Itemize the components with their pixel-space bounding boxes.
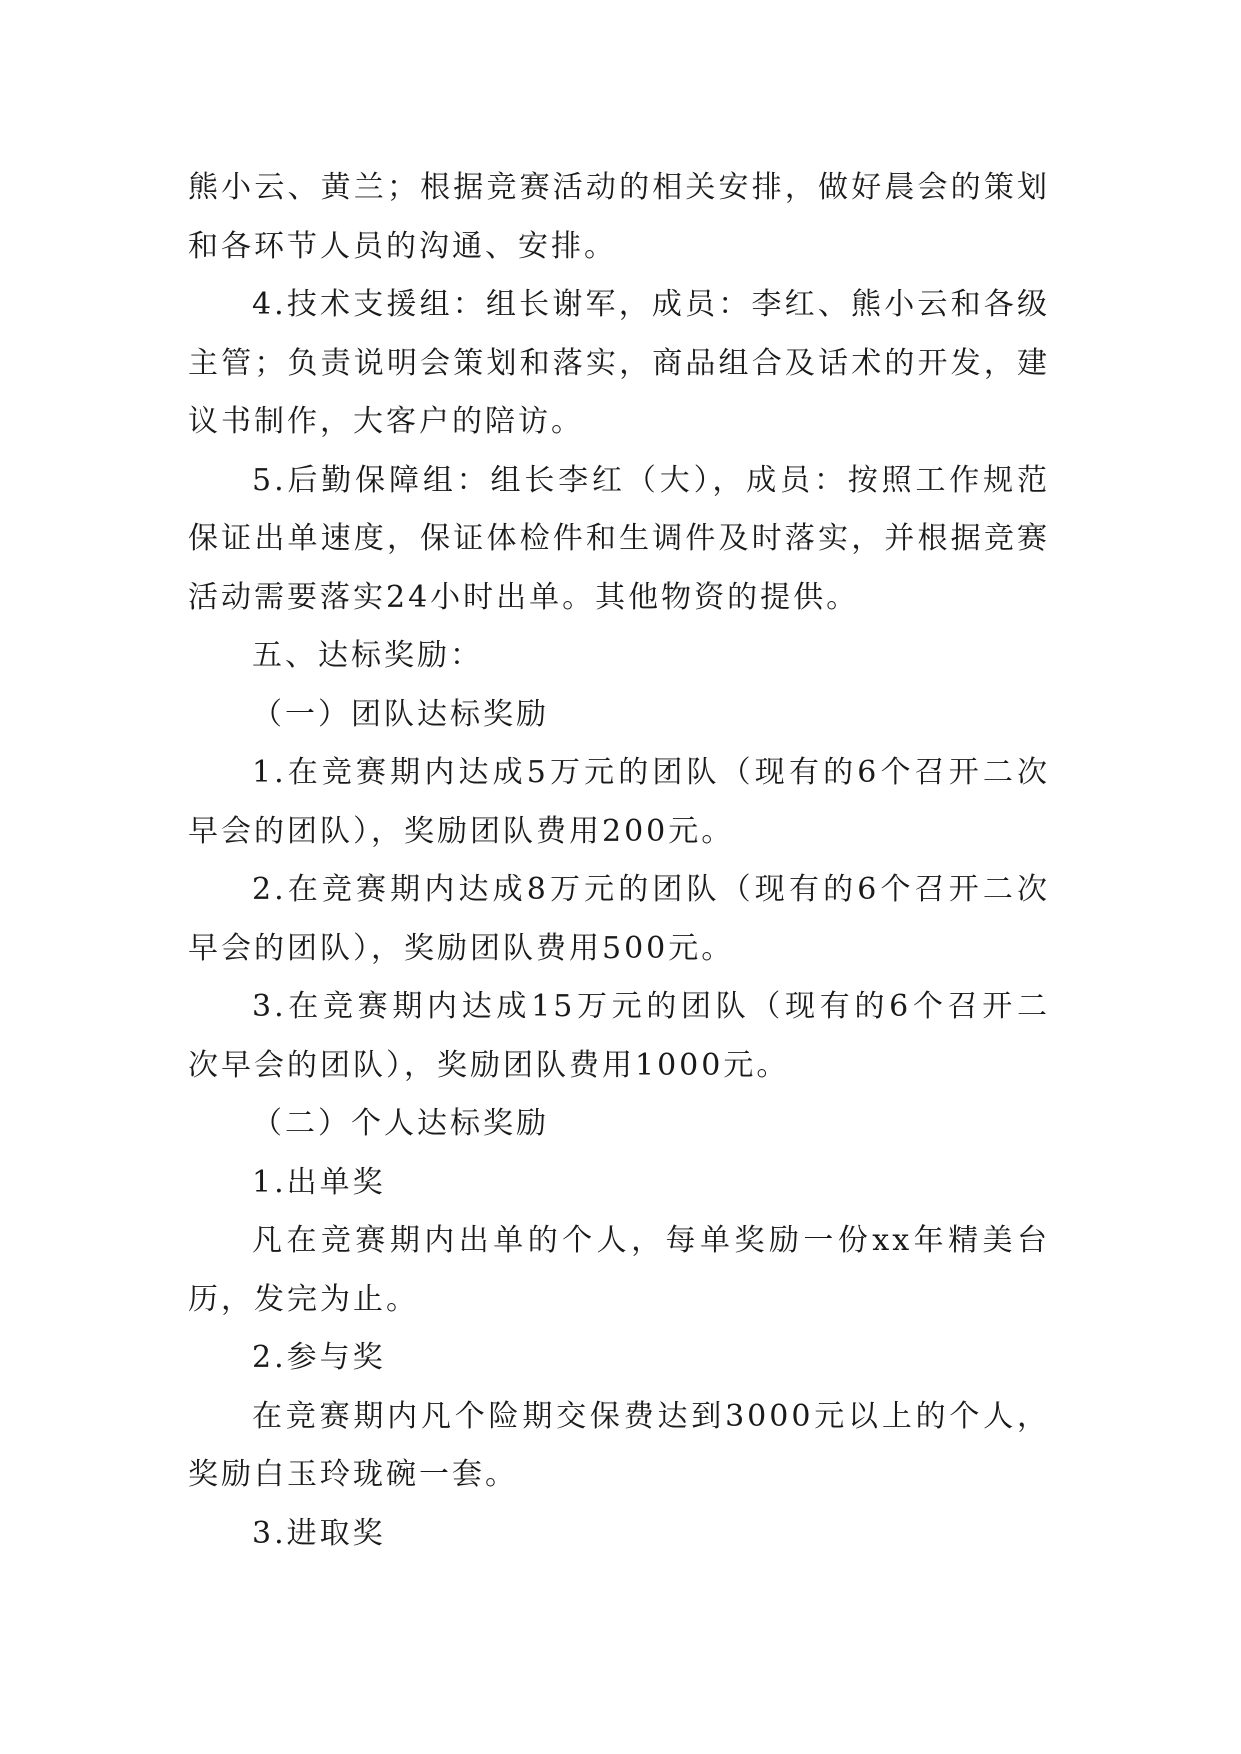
paragraph-line: 主管；负责说明会策划和落实，商品组合及话术的开发，建	[188, 345, 1050, 381]
paragraph-line: 历，发完为止。	[188, 1281, 419, 1317]
item-heading: 3.进取奖	[252, 1515, 386, 1551]
paragraph-line: 5.后勤保障组：组长李红（大），成员：按照工作规范	[252, 462, 1050, 498]
paragraph-line: 活动需要落实24小时出单。其他物资的提供。	[188, 579, 860, 615]
section-heading: 五、达标奖励：	[252, 638, 483, 673]
paragraph-line: 熊小云、黄兰；根据竞赛活动的相关安排，做好晨会的策划	[188, 170, 1050, 205]
paragraph-line: 保证出单速度，保证体检件和生调件及时落实，并根据竞赛	[188, 521, 1050, 556]
paragraph-line: 早会的团队），奖励团队费用500元。	[188, 930, 735, 966]
paragraph-line: 2.在竞赛期内达成8万元的团队（现有的6个召开二次	[252, 872, 1050, 907]
paragraph-line: 议书制作，大客户的陪访。	[188, 404, 584, 439]
subsection-heading: （二）个人达标奖励	[252, 1106, 549, 1141]
paragraph-line: 1.在竞赛期内达成5万元的团队（现有的6个召开二次	[252, 755, 1050, 790]
paragraph-line: 奖励白玉玲珑碗一套。	[188, 1457, 518, 1492]
paragraph-line: 在竞赛期内凡个险期交保费达到3000元以上的个人，	[252, 1398, 1050, 1434]
paragraph-line: 次早会的团队），奖励团队费用1000元。	[188, 1047, 790, 1083]
paragraph-line: 和各环节人员的沟通、安排。	[188, 228, 617, 264]
item-heading: 2.参与奖	[252, 1340, 386, 1375]
paragraph-line: 3.在竞赛期内达成15万元的团队（现有的6个召开二	[252, 989, 1050, 1024]
paragraph-line: 4.技术支援组：组长谢军，成员：李红、熊小云和各级	[252, 287, 1050, 322]
paragraph-line: 凡在竞赛期内出单的个人，每单奖励一份xx年精美台	[252, 1223, 1050, 1258]
document-body	[188, 159, 1050, 1563]
item-heading: 1.出单奖	[252, 1164, 386, 1200]
subsection-heading: （一）团队达标奖励	[252, 696, 549, 732]
paragraph-line: 早会的团队），奖励团队费用200元。	[188, 813, 735, 849]
